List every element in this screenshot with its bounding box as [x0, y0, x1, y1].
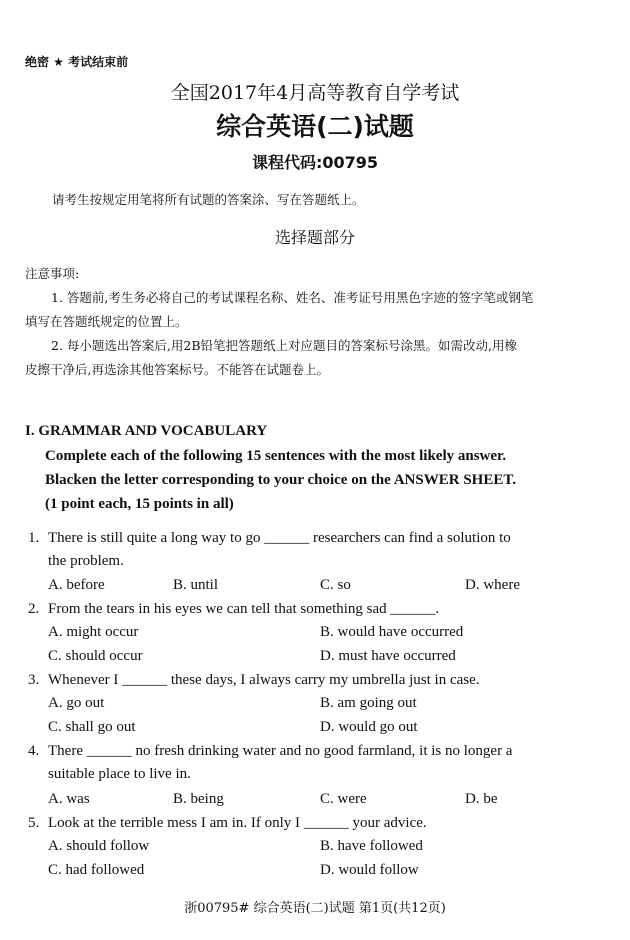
exam-title: 全国2017年4月高等教育自学考试 — [170, 82, 460, 104]
section-instruction-line-1: Complete each of the following 15 sentences with the most likely answer. — [45, 448, 507, 464]
question-1-option-b: B. until — [173, 577, 219, 593]
question-5-text-line-1: Look at the terrible mess I am in. If only I ______ your advice. — [48, 815, 427, 831]
question-4-option-a: A. was — [48, 791, 90, 807]
question-5-option-a: A. should follow — [48, 838, 150, 854]
question-2-option-d: D. must have occurred — [320, 648, 456, 664]
question-4-text-line-2: suitable place to live in. — [48, 766, 191, 782]
question-3-number: 3. — [28, 672, 40, 688]
question-2-option-a: A. might occur — [48, 624, 139, 640]
answer-instruction: 请考生按规定用笔将所有试题的答案涂、写在答题纸上。 — [52, 192, 365, 207]
question-5-number: 5. — [28, 815, 40, 831]
question-1-option-c: C. so — [320, 577, 351, 593]
course-code: 课程代码:00795 — [251, 153, 379, 172]
question-3-option-c: C. shall go out — [48, 719, 136, 735]
subject-title: 综合英语(二)试题 — [216, 112, 414, 141]
question-2-text-line-1: From the tears in his eyes we can tell that something sad ______. — [48, 601, 440, 617]
question-3-text-line-1: Whenever I ______ these days, I always carry my umbrella just in case. — [48, 672, 480, 688]
question-1-text-line-2: the problem. — [48, 553, 124, 569]
section-heading: I. GRAMMAR AND VOCABULARY — [25, 423, 268, 439]
question-1-text-line-1: There is still quite a long way to go ______ researchers can find a solution to — [48, 530, 511, 546]
question-4-text-line-1: There ______ no fresh drinking water and no good farmland, it is no longer a — [48, 743, 513, 759]
question-1-number: 1. — [28, 530, 40, 546]
section-instruction-line-3: (1 point each, 15 points in all) — [45, 496, 234, 512]
question-2-number: 2. — [28, 601, 40, 617]
note-1-line-2: 填写在答题纸规定的位置上。 — [25, 314, 188, 329]
question-5-option-b: B. have followed — [320, 838, 423, 854]
part-title: 选择题部分 — [274, 228, 355, 247]
note-1-line-1: 1. 答题前,考生务必将自己的考试课程名称、姓名、准考证号用黑色字迹的签字笔或钢笔 — [51, 290, 534, 305]
question-3-option-a: A. go out — [48, 695, 105, 711]
question-3-option-b: B. am going out — [320, 695, 417, 711]
confidential-mark: 绝密 ★ 考试结束前 — [25, 55, 129, 69]
question-1-option-a: A. before — [48, 577, 105, 593]
question-4-option-c: C. were — [320, 791, 367, 807]
question-4-option-b: B. being — [173, 791, 224, 807]
notes-label: 注意事项: — [25, 266, 80, 281]
question-2-option-c: C. should occur — [48, 648, 143, 664]
question-1-option-d: D. where — [465, 577, 520, 593]
page-footer: 浙00795# 综合英语(二)试题 第1页(共12页) — [184, 901, 446, 916]
question-5-option-c: C. had followed — [48, 862, 145, 878]
note-2-line-1: 2. 每小题选出答案后,用2B铅笔把答题纸上对应题目的答案标号涂黑。如需改动,用橡 — [51, 338, 517, 353]
note-2-line-2: 皮擦干净后,再选涂其他答案标号。不能答在试题卷上。 — [25, 362, 329, 377]
question-5-option-d: D. would follow — [320, 862, 419, 878]
question-4-number: 4. — [28, 743, 40, 759]
question-4-option-d: D. be — [465, 791, 498, 807]
section-instruction-line-2: Blacken the letter corresponding to your choice on the ANSWER SHEET. — [45, 472, 516, 488]
question-2-option-b: B. would have occurred — [320, 624, 464, 640]
question-3-option-d: D. would go out — [320, 719, 418, 735]
